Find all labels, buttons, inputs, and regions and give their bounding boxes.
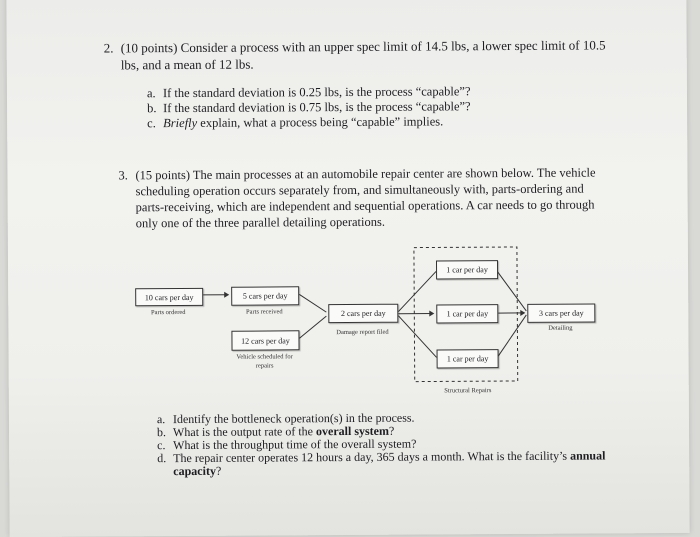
scheduling-label-line2: repairs [227, 362, 303, 369]
repair-mid-rate: 1 car per day [447, 309, 489, 318]
item-text: If the standard deviation is 0.75 lbs, is the process “capable”? [163, 99, 471, 115]
detailing-box [527, 303, 595, 322]
item-text: What is the output rate of the [173, 424, 316, 439]
repair-bot-rate: 1 car per day [447, 354, 489, 363]
item-letter: c. [147, 116, 163, 130]
arrow-repair-top-to-detailing [497, 271, 526, 311]
parts-ordering-rate: 10 cars per day [145, 292, 194, 301]
parts-receiving-rate: 5 cars per day [243, 291, 288, 300]
question-3-number: 3. [118, 167, 127, 183]
item-after: ? [216, 464, 221, 478]
item-letter: b. [157, 425, 173, 439]
damage-report-label: Damage report filed [323, 329, 401, 336]
question-3-item-d-line2 [173, 464, 221, 478]
item-after: ? [389, 424, 394, 438]
arrowhead [429, 310, 434, 316]
arrow-scheduling-to-damage [299, 316, 326, 338]
item-letter: d. [157, 451, 173, 465]
arrow-repair-bot-to-detailing [497, 315, 526, 357]
parts-ordering-label: Parts ordered [135, 309, 201, 316]
repair-mid-box [436, 304, 498, 323]
question-3-line2: scheduling operation occurs separately from, and simultaneously with, parts-ordering and [136, 181, 584, 200]
arrowhead [520, 310, 525, 316]
item-bold-text: capacity [173, 464, 216, 478]
item-bold-text: overall system [316, 424, 389, 438]
parts-ordering-box [135, 288, 203, 306]
item-letter: a. [157, 412, 173, 426]
item-text: If the standard deviation is 0.25 lbs, is the process “capable”? [163, 84, 471, 100]
detailing-rate: 3 cars per day [539, 309, 584, 318]
item-text: Identify the bottleneck operation(s) in the process. [173, 411, 415, 426]
item-text: What is the throughput time of the overall system? [173, 437, 416, 452]
question-3-line3: parts-receiving, which are independent and sequential operations. A car needs to go through [136, 196, 595, 215]
damage-report-box [328, 304, 398, 323]
question-2-line2: lbs, and a mean of 12 lbs. [121, 57, 254, 74]
question-2-line1: (10 points) Consider a process with an upper spec limit of 14.5 lbs, a lower spec limit of 10.5 [121, 37, 606, 56]
question-3-item-d [157, 448, 605, 465]
arrow-receiving-to-damage [299, 294, 326, 312]
question-3-line1: (15 points) The main processes at an automobile repair center are shown below. The vehicle [135, 164, 595, 183]
worksheet-page [6, 0, 689, 537]
item-emphasis: Briefly [163, 116, 197, 130]
parts-receiving-box [231, 286, 299, 305]
question-2-number: 2. [104, 40, 114, 56]
repair-top-rate: 1 car per day [446, 265, 488, 274]
arrowhead [224, 292, 229, 298]
damage-report-rate: 2 cars per day [341, 309, 386, 318]
item-letter: a. [147, 86, 163, 100]
scheduling-box [231, 330, 299, 350]
repair-top-box [436, 260, 498, 279]
scheduling-rate: 12 cars per day [241, 336, 290, 345]
arrow-damage-to-repair-top [398, 271, 436, 311]
scheduling-label-line1: Vehicle scheduled for [227, 353, 303, 360]
detailing-label: Detailing [527, 325, 593, 332]
parts-receiving-label: Parts received [231, 308, 297, 315]
item-text: explain, what a process being “capable” implies. [197, 114, 443, 130]
structural-repairs-label: Structural Repairs [425, 387, 511, 395]
item-letter: b. [147, 101, 163, 115]
repair-bot-box [437, 349, 499, 368]
item-text: The repair center operates 12 hours a day, 365 days a month. What is the facility’s [173, 449, 570, 465]
arrow-damage-to-repair-bot [398, 315, 436, 357]
question-3-line4: only one of the three parallel detailing operations. [136, 214, 385, 232]
item-letter: c. [157, 438, 173, 452]
item-bold-text: annual [570, 448, 605, 462]
